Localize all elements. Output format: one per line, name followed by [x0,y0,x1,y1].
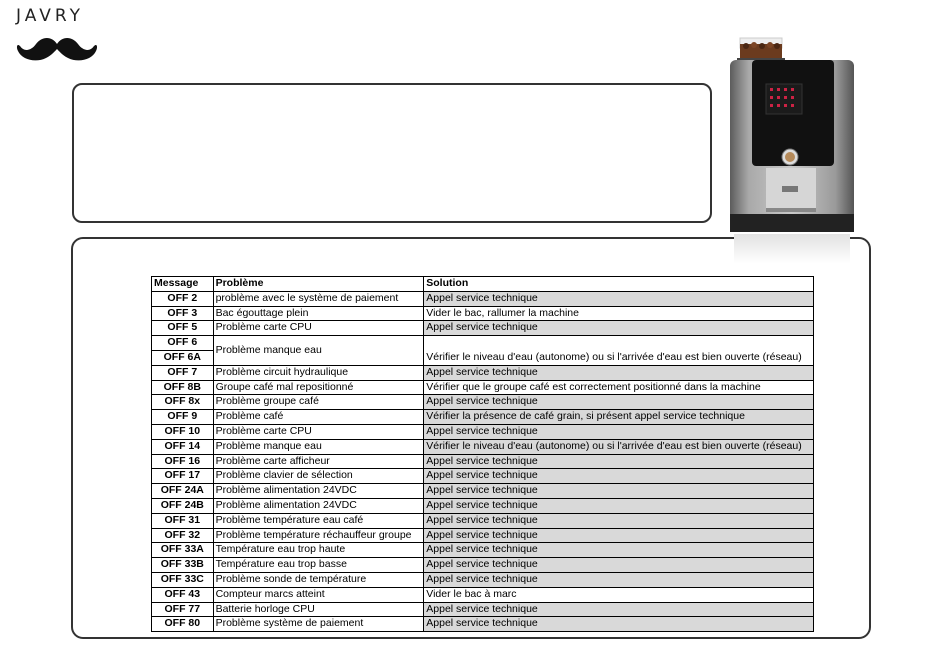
problem-cell: Problème alimentation 24VDC [213,484,424,499]
table-row [152,469,814,484]
brand-name: JAVRY [16,6,84,26]
table-row [152,424,814,439]
error-codes-table [151,276,814,632]
problem-cell: Problème système de paiement [213,617,424,632]
message-code: OFF 17 [152,469,214,484]
solution-cell: Appel service technique [424,291,814,306]
table-row [152,365,814,380]
header-solution: Solution [424,277,814,292]
solution-cell: Vider le bac à marc [424,587,814,602]
message-code: OFF 9 [152,410,214,425]
table-header-row [152,277,814,292]
message-code: OFF 43 [152,587,214,602]
brand-logo [16,6,106,62]
table-row [152,602,814,617]
problem-cell: Batterie horloge CPU [213,602,424,617]
solution-cell: Appel service technique [424,617,814,632]
solution-cell: Appel service technique [424,572,814,587]
solution-cell: Appel service technique [424,528,814,543]
table-row [152,321,814,336]
solution-cell: Appel service technique [424,454,814,469]
table-row [152,513,814,528]
message-code: OFF 33A [152,543,214,558]
mustache-icon [16,34,98,64]
message-code: OFF 2 [152,291,214,306]
message-code: OFF 77 [152,602,214,617]
solution-cell: Appel service technique [424,558,814,573]
message-code: OFF 7 [152,365,214,380]
problem-cell: Compteur marcs atteint [213,587,424,602]
message-code: OFF 32 [152,528,214,543]
solution-cell: Appel service technique [424,321,814,336]
problem-cell: Problème carte CPU [213,321,424,336]
message-code: OFF 8x [152,395,214,410]
table-row [152,617,814,632]
header-message: Message [152,277,214,292]
table-row [152,336,814,351]
message-code: OFF 6A [152,350,214,365]
problem-cell: Problème alimentation 24VDC [213,498,424,513]
solution-cell: Vérifier la présence de café grain, si présent appel service technique [424,410,814,425]
table-row [152,543,814,558]
message-code: OFF 5 [152,321,214,336]
message-code: OFF 8B [152,380,214,395]
table-row [152,439,814,454]
problem-cell: Problème groupe café [213,395,424,410]
problem-cell: Problème carte afficheur [213,454,424,469]
message-code: OFF 80 [152,617,214,632]
solution-cell: Appel service technique [424,424,814,439]
problem-cell: Groupe café mal repositionné [213,380,424,395]
message-code: OFF 14 [152,439,214,454]
solution-cell: Appel service technique [424,602,814,617]
solution-cell: Appel service technique [424,469,814,484]
problem-cell: Problème température eau café [213,513,424,528]
table-row [152,454,814,469]
problem-cell: Bac égouttage plein [213,306,424,321]
header-problem: Problème [213,277,424,292]
solution-cell: Appel service technique [424,395,814,410]
header-panel [72,83,712,223]
problem-cell: Température eau trop haute [213,543,424,558]
message-code: OFF 24B [152,498,214,513]
message-code: OFF 3 [152,306,214,321]
message-code: OFF 16 [152,454,214,469]
message-code: OFF 33C [152,572,214,587]
message-code: OFF 33B [152,558,214,573]
solution-cell: Appel service technique [424,498,814,513]
message-code: OFF 24A [152,484,214,499]
coffee-machine-image [722,36,862,266]
message-code: OFF 10 [152,424,214,439]
problem-cell: Problème clavier de sélection [213,469,424,484]
table-row [152,484,814,499]
solution-cell: Appel service technique [424,365,814,380]
table-row [152,291,814,306]
message-code: OFF 6 [152,336,214,351]
problem-cell: Problème manque eau [213,439,424,454]
table-row [152,587,814,602]
problem-cell: Température eau trop basse [213,558,424,573]
table-row [152,380,814,395]
problem-cell: Problème manque eau [213,336,424,366]
problem-cell: Problème café [213,410,424,425]
solution-cell: Appel service technique [424,513,814,528]
solution-cell: Vérifier le niveau d'eau (autonome) ou si l'arrivée d'eau est bien ouverte (réseau) [424,439,814,454]
problem-cell: Problème température réchauffeur groupe [213,528,424,543]
table-row [152,528,814,543]
problem-cell: Problème sonde de température [213,572,424,587]
problem-cell: Problème carte CPU [213,424,424,439]
table-row [152,572,814,587]
table-row [152,558,814,573]
message-code: OFF 31 [152,513,214,528]
solution-cell: Vérifier que le groupe café est correctement positionné dans la machine [424,380,814,395]
table-row [152,410,814,425]
solution-cell: Vider le bac, rallumer la machine [424,306,814,321]
solution-cell: Appel service technique [424,484,814,499]
table-row [152,395,814,410]
table-row [152,498,814,513]
problem-cell: problème avec le système de paiement [213,291,424,306]
problem-cell: Problème circuit hydraulique [213,365,424,380]
table-row [152,306,814,321]
solution-cell: Vérifier le niveau d'eau (autonome) ou si l'arrivée d'eau est bien ouverte (réseau) [424,336,814,366]
solution-cell: Appel service technique [424,543,814,558]
